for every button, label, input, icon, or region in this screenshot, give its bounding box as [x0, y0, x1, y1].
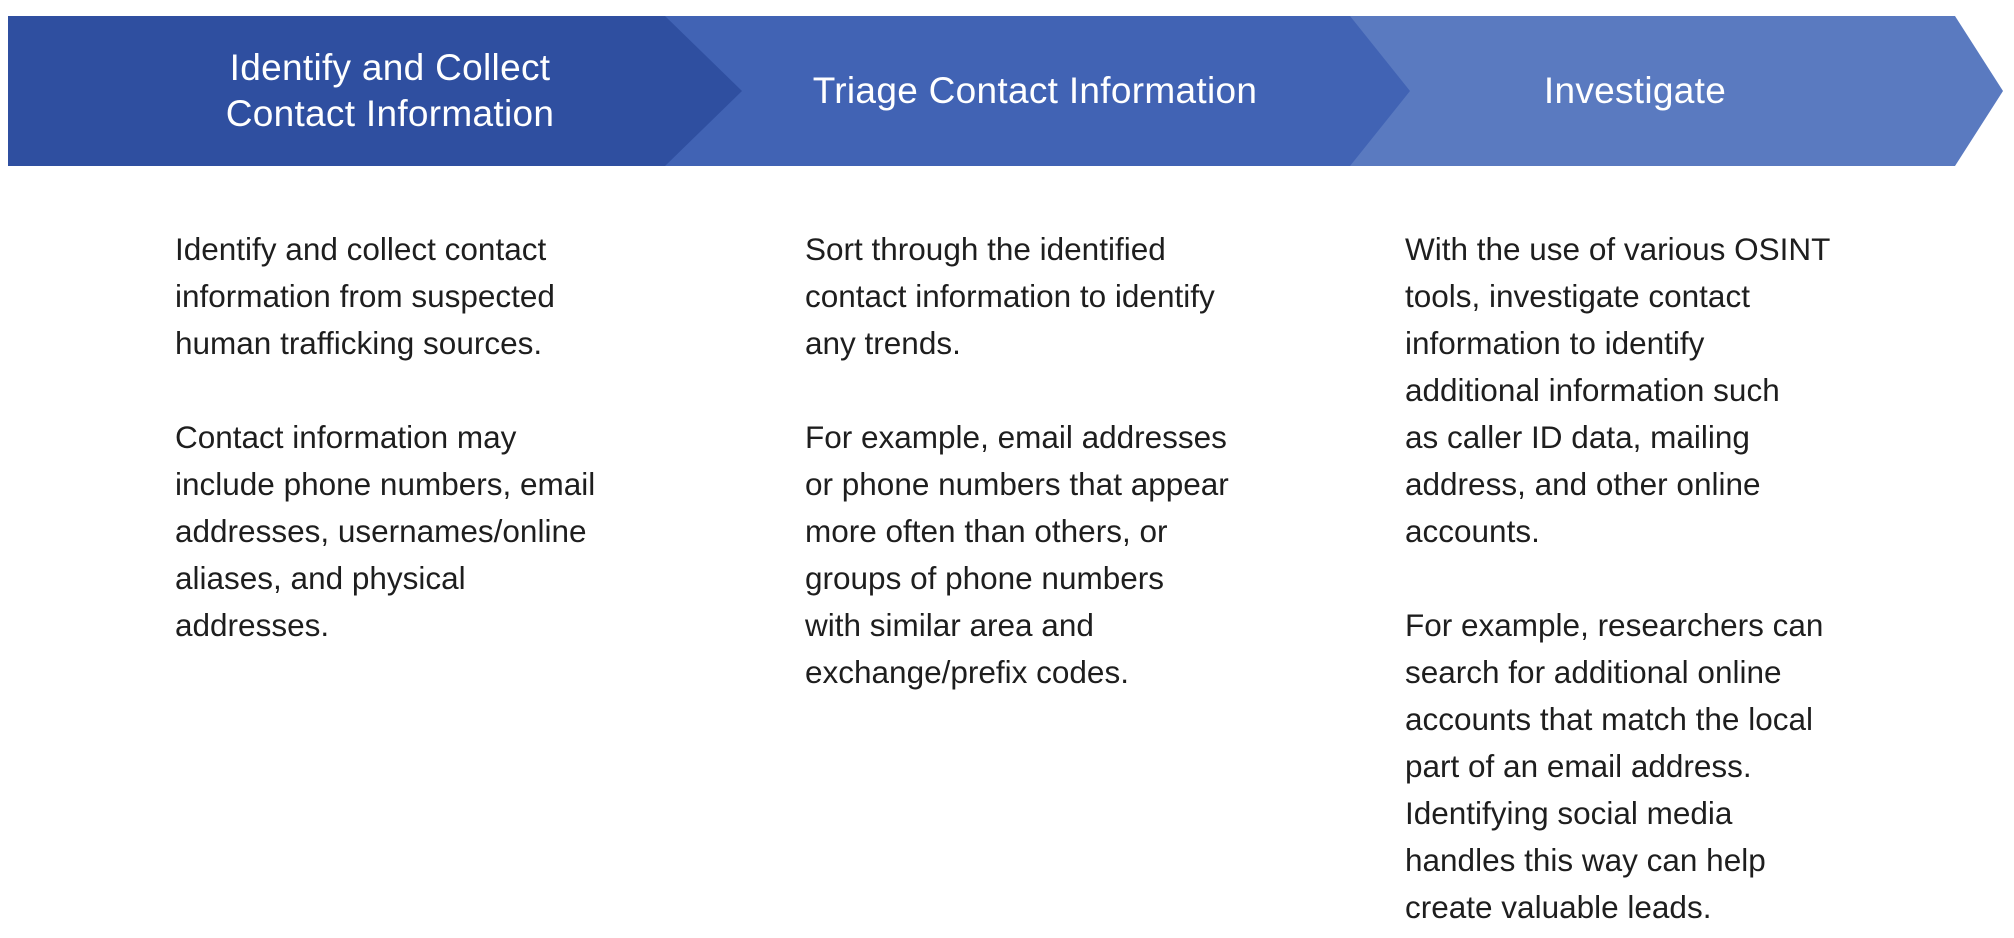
step-3-title [1400, 16, 1870, 166]
step-1-title [40, 16, 740, 166]
step-3-title-text: Investigate [1543, 70, 1727, 111]
step-3-description [1405, 226, 1925, 931]
step-1-paragraph-2: Contact information may include phone numbers, email addresses, usernames/online aliases, and physical addresses. [175, 419, 596, 643]
step-2-title-text: Triage Contact Information [812, 70, 1258, 111]
step-2-title [740, 16, 1330, 166]
step-2-description [805, 226, 1325, 696]
step-1-paragraph-1: Identify and collect contact information from suspected human trafficking sources. [175, 231, 555, 361]
step-3-paragraph-1: With the use of various OSINT tools, investigate contact information to identify additional information such as caller ID data, mailing address, and other online accounts. [1405, 231, 1831, 549]
step-1-title-text: Identify and Collect Contact Information [225, 47, 555, 134]
step-2-paragraph-2: For example, email addresses or phone numbers that appear more often than others, or groups of phone numbers with similar area and exchange/prefix codes. [805, 419, 1229, 690]
step-1-description [175, 226, 695, 649]
step-3-paragraph-2: For example, researchers can search for additional online accounts that match the local part of an email address. Identifying social media handles this way can help create valuable leads. [1405, 607, 1824, 925]
step-2-paragraph-1: Sort through the identified contact information to identify any trends. [805, 231, 1215, 361]
